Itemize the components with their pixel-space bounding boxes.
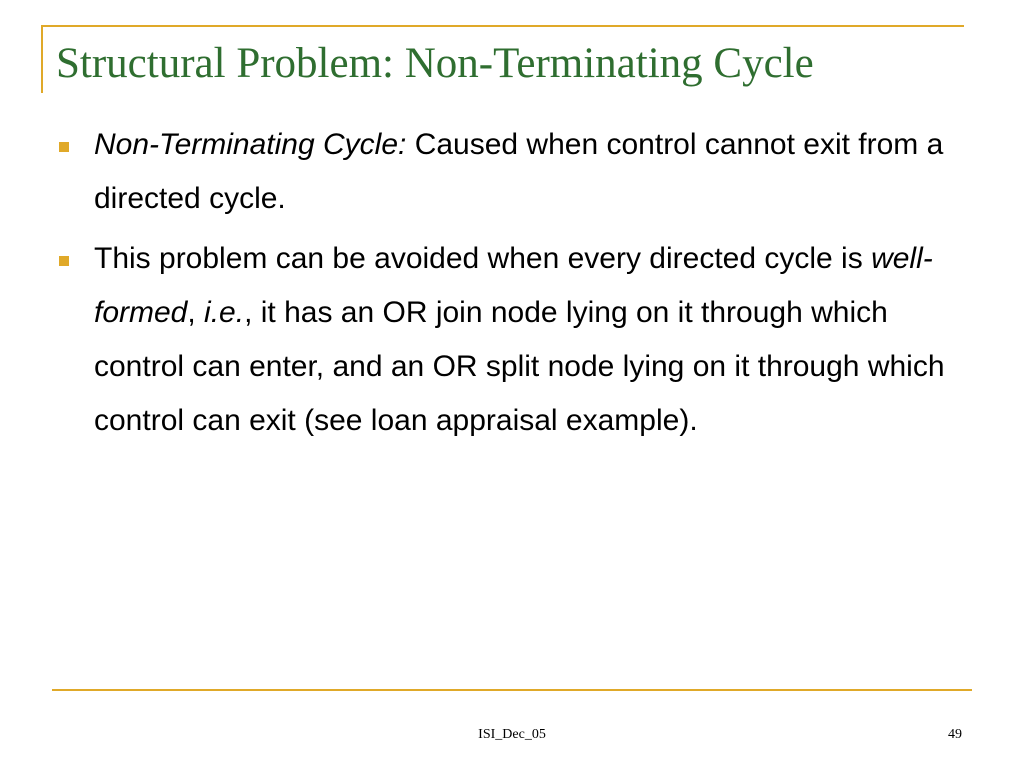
title-frame-top-rule: [41, 25, 964, 27]
footer-rule: [52, 689, 972, 691]
square-bullet-icon: [59, 256, 69, 266]
square-bullet-icon: [59, 142, 69, 152]
bullet-text-part: This problem can be avoided when every directed cycle is: [94, 242, 872, 275]
bullet-text: [94, 242, 945, 437]
bullet-item: [56, 118, 976, 226]
bullet-term: Non-Terminating Cycle:: [94, 128, 407, 161]
bullet-emphasis-well-formed: well-formed: [94, 242, 933, 329]
bullet-text-part: ,: [187, 296, 205, 329]
bullet-text: [94, 128, 943, 215]
bullet-emphasis-ie: i.e.: [204, 296, 245, 329]
title-frame-left-rule: [41, 25, 43, 93]
bullet-definition: Caused when control cannot exit from a directed cycle.: [94, 128, 944, 215]
bullet-item: [56, 232, 976, 448]
page-number: 49: [948, 727, 962, 742]
bullet-list: [56, 118, 976, 454]
footer-label: ISI_Dec_05: [478, 727, 546, 742]
slide-title: Structural Problem: Non-Terminating Cycle: [56, 40, 814, 87]
bullet-text-part: , it has an OR join node lying on it through which control can enter, and an OR split node lying on it through which control can exit (see loan appraisal example).: [94, 296, 945, 437]
